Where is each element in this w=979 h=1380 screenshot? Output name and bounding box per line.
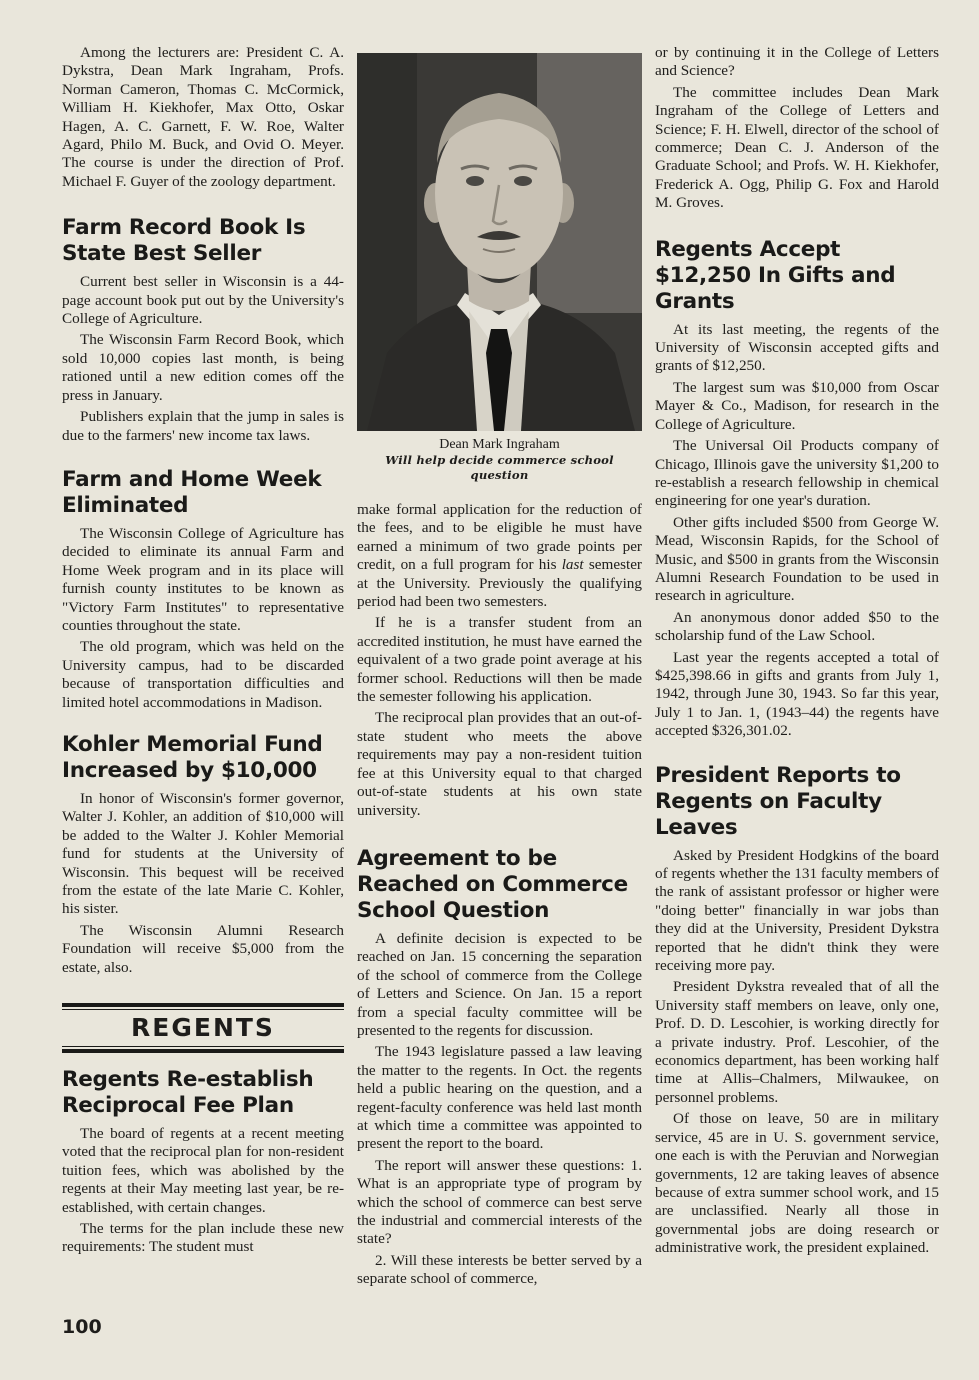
headline-gifts-grants: Regents Accept $12,250 In Gifts and Grants (655, 236, 896, 314)
paragraph: The Wisconsin Farm Record Book, which sold 10,000 copies last month, is being rationed until a new edition comes off the press in January. (62, 331, 344, 404)
text-fragment: semester at the University. Previously the qualifying period had been two semesters. (357, 556, 642, 611)
column-left (62, 44, 344, 1260)
paragraph: or by continuing it in the College of Letters and Science? (655, 44, 939, 80)
paragraph: The largest sum was $10,000 from Oscar Mayer & Co., Madison, for research in the College of Agriculture. (655, 378, 939, 433)
page-number: 100 (62, 1316, 102, 1338)
section-banner-regents (62, 1003, 344, 1053)
paragraph: The Wisconsin Alumni Research Foundation will receive $5,000 from the estate, also. (62, 921, 344, 976)
paragraph: The committee includes Dean Mark Ingraham of the College of Letters and Science; F. H. Elwell, director of the school of commerce; Dean C. J. Anderson of the Graduate School; and Profs. W. H. Kiekhofer, Frederick A. Ogg, Philip G. Fox and Harold M. Groves. (655, 83, 939, 212)
paragraph (357, 501, 642, 611)
text-fragment: make formal application for the reduction of the fees, and to be eligible he must have earned a minimum of two grade points per credit, on a full program for his (357, 501, 642, 574)
headline-farm-home-week: Farm and Home Week Eliminated (62, 466, 322, 518)
paragraph: The terms for the plan include these new requirements: The student must (62, 1220, 344, 1256)
headline-kohler-fund: Kohler Memorial Fund Increased by $10,000 (62, 731, 323, 783)
paragraph: Asked by President Hodgkins of the board of regents whether the 131 faculty members of the rank of assistant professor or higher were "doing better" financially in war jobs than they did at the University, President Dykstra reported that he didn't think they were receiving more pay. (655, 846, 939, 975)
paragraph: In honor of Wisconsin's former governor, Walter J. Kohler, an addition of $10,000 will be added to the Walter J. Kohler Memorial fund for students at the University of Wisconsin. This bequest will be received from the estate of the late Marie C. Kohler, his sister. (62, 789, 344, 918)
paragraph: Current best seller in Wisconsin is a 44-page account book put out by the University's College of Agriculture. (62, 273, 344, 328)
photo-caption-name: Dean Mark Ingraham (439, 437, 560, 452)
section-banner-label: REGENTS (131, 1013, 275, 1043)
paragraph: Publishers explain that the jump in sales is due to the farmers' new income tax laws. (62, 408, 344, 444)
portrait-illustration (357, 53, 642, 431)
emphasis-text: last (561, 556, 584, 574)
paragraph: A definite decision is expected to be reached on Jan. 15 concerning the separation of the school of commerce from the College of Letters and Science. On Jan. 15 a report from a special faculty committee will be presented to the regents for discussion. (357, 929, 642, 1039)
column-right (655, 44, 939, 1261)
headline-commerce-school: Agreement to be Reached on Commerce School Question (357, 845, 628, 923)
paragraph: Other gifts included $500 from George W. Mead, Wisconsin Rapids, for the School of Music, and $500 in grants from the Wisconsin Alumni Research Foundation to be used in research in agriculture. (655, 513, 939, 605)
paragraph: 2. Will these interests be better served by a separate school of commerce, (357, 1251, 642, 1288)
paragraph: An anonymous donor added $50 to the scholarship fund of the Law School. (655, 608, 939, 645)
paragraph: The Wisconsin College of Agriculture has decided to eliminate its annual Farm and Home Week program and in its place will furnish county institutes to be known as "Victory Farm Institutes" to representative counties throughout the state. (62, 524, 344, 634)
paragraph: The reciprocal plan provides that an out-of-state student who meets the above requirements may pay a non-resident tuition fee at this University equal to that charged out-of-state students at his own state university. (357, 709, 642, 819)
paragraph: The board of regents at a recent meeting voted that the reciprocal plan for non-resident tuition fees, which was abolished by the regents at their May meeting last year, be re-established, with certain changes. (62, 1125, 344, 1216)
paragraph: At its last meeting, the regents of the University of Wisconsin accepted gifts and grants of $12,250. (655, 320, 939, 375)
paragraph: The old program, which was held on the University campus, had to be discarded because of transportation difficulties and limited hotel accommodations in Madison. (62, 638, 344, 711)
headline-farm-record-book: Farm Record Book Is State Best Seller (62, 215, 306, 267)
photo-caption-subtitle: Will help decide commerce school question (385, 453, 614, 482)
paragraph: Of those on leave, 50 are in military service, 45 are in U. S. government service, one each is with the Peruvian and Norwegian governments, 12 are taking leaves of absence because of extra summer school work, and 15 are unclassified. Nearly all those in governmental jobs are doing research or administrative work, the president explained. (655, 1110, 939, 1257)
paragraph: If he is a transfer student from an accredited institution, he must have earned the equivalent of a two grade point average at his former school. Reductions will then be made the semester following his application. (357, 614, 642, 706)
lecturers-paragraph: Among the lecturers are: President C. A. Dykstra, Dean Mark Ingraham, Profs. Norman Cameron, Thomas C. McCormick, William H. Kiekhofer, Max Otto, Oskar Hagen, A. C. Garnett, F. W. Roe, Walter Agard, Philo M. Buck, and Ovid O. Meyer. The course is under the direction of Prof. Michael F. Guyer of the zoology department. (62, 44, 344, 190)
paragraph: Last year the regents accepted a total of $425,398.66 in gifts and grants from July 1, 1942, through June 30, 1943. So far this year, July 1 to Jan. 1, (1943–44) the regents have accepted $326,301.02. (655, 648, 939, 740)
paragraph: The report will answer these questions: 1. What is an appropriate type of program by which the school of commerce can best serve the industrial and commercial interests of the state? (357, 1156, 642, 1248)
headline-reciprocal-fee: Regents Re-establish Reciprocal Fee Plan (62, 1067, 314, 1119)
portrait-photo (357, 53, 642, 431)
paragraph: President Dykstra revealed that of all the University staff members on leave, only one, Prof. D. D. Lescohier, is working directly for a private industry. Prof. Lescohier, of the economics department, has been working half time at Allis–Chalmers, Milwaukee, on personnel problems. (655, 978, 939, 1106)
paragraph: The Universal Oil Products company of Chicago, Illinois gave the university $1,200 to re-establish a research fellowship in chemical engineering for one year's duration. (655, 437, 939, 510)
column-middle (357, 53, 642, 1292)
paragraph: The 1943 legislature passed a law leaving the matter to the regents. In Oct. the regents held a public hearing on the question, and a regent-faculty conference was held last month at which time a committee was appointed to present the report to the board. (357, 1043, 642, 1153)
headline-faculty-leaves: President Reports to Regents on Faculty Leaves (655, 762, 901, 840)
